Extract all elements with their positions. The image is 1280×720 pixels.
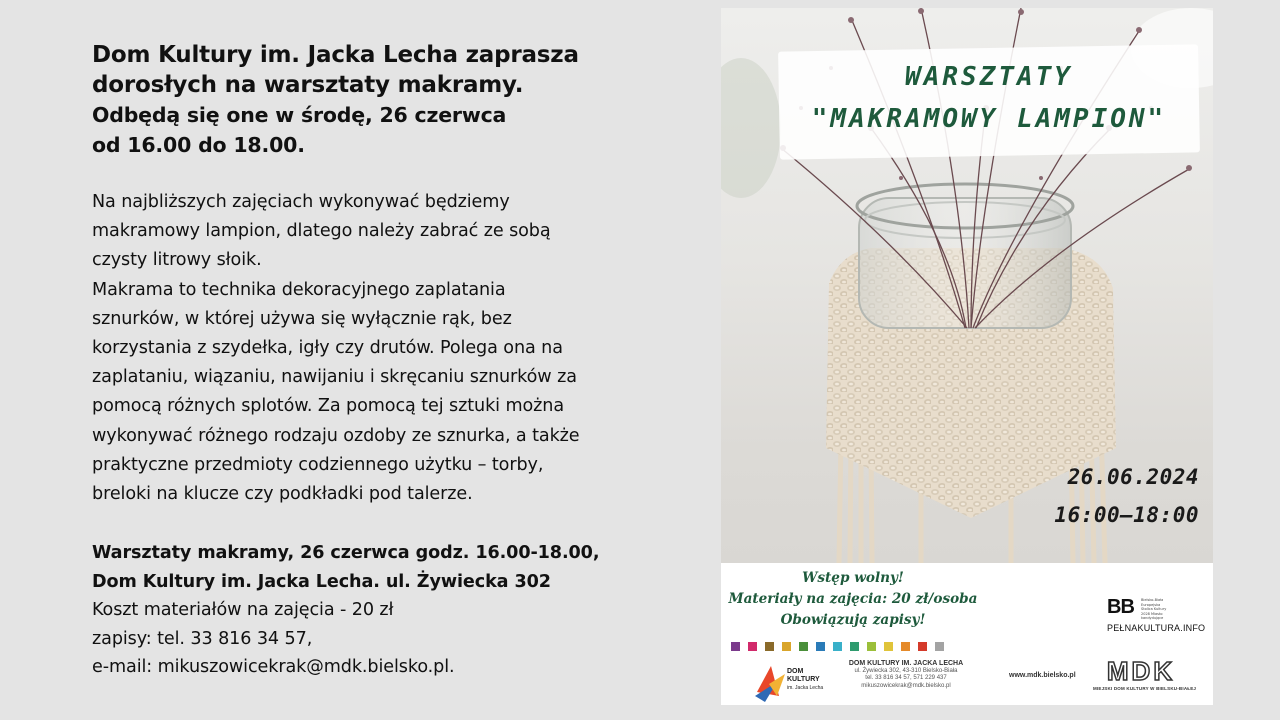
entry-materials: Materiały na zajęcia: 20 zł/osoba xyxy=(728,591,978,607)
description-line: pomocą różnych splotów. Za pomocą tej sztuki można xyxy=(92,396,565,417)
event-poster xyxy=(721,8,1213,705)
description xyxy=(92,188,652,509)
poster-entry-info xyxy=(727,568,979,631)
color-square xyxy=(748,642,757,651)
footer-website: www.mdk.bielsko.pl xyxy=(1009,672,1076,679)
address-line: ul. Żywiecka 302, 43-310 Bielsko-Biała xyxy=(854,667,958,674)
mdk-logo xyxy=(1093,656,1197,691)
description-line: praktyczne przedmioty codziennego użytku – torby, xyxy=(92,454,544,475)
heading-line-1: Dom Kultury im. Jacka Lecha zaprasza xyxy=(92,42,579,68)
info-email[interactable]: e-mail: mikuszowicekrak@mdk.bielsko.pl. xyxy=(92,657,455,678)
color-square xyxy=(833,642,842,651)
color-square xyxy=(731,642,740,651)
color-square xyxy=(935,642,944,651)
address-phone: tel. 33 816 34 57, 571 229 437 xyxy=(865,675,947,681)
poster-title-line-2: "MAKRAMOWY LAMPION" xyxy=(811,104,1167,134)
dom-kultury-logo-text xyxy=(787,668,823,692)
description-line: zaplataniu, wiązaniu, nawijaniu i skręcaniu sznurków za xyxy=(92,367,577,388)
dk-name-1: DOM xyxy=(787,668,804,675)
info-phone: zapisy: tel. 33 816 34 57, xyxy=(92,628,313,649)
event-info xyxy=(92,539,652,682)
entry-registration: Obowiązują zapisy! xyxy=(780,612,926,628)
date-line-1: Odbędą się one w środę, 26 czerwca xyxy=(92,103,507,127)
poster-date: 26.06.2024 xyxy=(1067,465,1199,489)
color-squares xyxy=(731,642,944,651)
color-square xyxy=(850,642,859,651)
poster-title xyxy=(779,56,1199,140)
description-line: korzystania z szydełka, igły czy drutów. Polega ona na xyxy=(92,338,563,359)
dk-name-3: im. Jacka Lecha xyxy=(787,685,824,691)
footer-address xyxy=(841,660,971,690)
description-line: sznurków, w której używa się wyłącznie rąk, bez xyxy=(92,308,512,329)
color-square xyxy=(918,642,927,651)
bb-logo-block xyxy=(1107,596,1205,633)
bb-logo: BB xyxy=(1107,596,1134,618)
description-line: Makrama to technika dekoracyjnego zaplatania xyxy=(92,279,506,300)
poster-title-banner xyxy=(779,48,1199,156)
bb-logo-caption: Bielsko-Biała Europejska Stolica Kultury 2028 Miasto kandydujące xyxy=(1141,598,1167,620)
dk-name-2: KULTURY xyxy=(787,676,820,683)
description-line: Na najbliższych zajęciach wykonywać będziemy xyxy=(92,192,510,212)
poster-title-line-1: WARSZTATY xyxy=(905,62,1073,92)
color-square xyxy=(765,642,774,651)
mdk-logo-mark: MDK xyxy=(1106,656,1176,686)
description-line: czysty litrowy słoik. xyxy=(92,250,262,271)
color-square xyxy=(901,642,910,651)
address-title: DOM KULTURY IM. JACKA LECHA xyxy=(848,660,964,667)
mdk-logo-caption: MIEJSKI DOM KULTURY W BIELSKU-BIAŁEJ xyxy=(1093,686,1197,691)
address-email: mikuszowicekrak@mdk.bielsko.pl xyxy=(861,682,951,689)
color-square xyxy=(782,642,791,651)
description-line: makramowy lampion, dlatego należy zabrać ze sobą xyxy=(92,221,551,242)
color-square xyxy=(884,642,893,651)
color-square xyxy=(799,642,808,651)
info-venue: Dom Kultury im. Jacka Lecha. ul. Żywiecka 302 xyxy=(92,571,551,592)
color-square xyxy=(816,642,825,651)
pelnakultura-link: PEŁNAKULTURA.INFO xyxy=(1107,623,1206,633)
description-line: wykonywać różnego rodzaju ozdoby ze sznurka, a także xyxy=(92,425,580,446)
date-line-2: od 16.00 do 18.00. xyxy=(92,133,305,157)
info-cost: Koszt materiałów na zajęcia - 20 zł xyxy=(92,600,394,621)
text-column xyxy=(92,40,652,682)
info-event: Warsztaty makramy, 26 czerwca godz. 16.00-18.00, xyxy=(92,543,600,564)
poster-footer xyxy=(721,656,1213,705)
poster-datetime xyxy=(1054,458,1199,534)
description-line: breloki na klucze czy podkładki pod talerze. xyxy=(92,484,473,505)
poster-time: 16:00–18:00 xyxy=(1054,503,1199,527)
entry-free: Wstęp wolny! xyxy=(802,570,904,586)
heading-line-2: dorosłych na warsztaty makramy. xyxy=(92,72,524,98)
color-square xyxy=(867,642,876,651)
